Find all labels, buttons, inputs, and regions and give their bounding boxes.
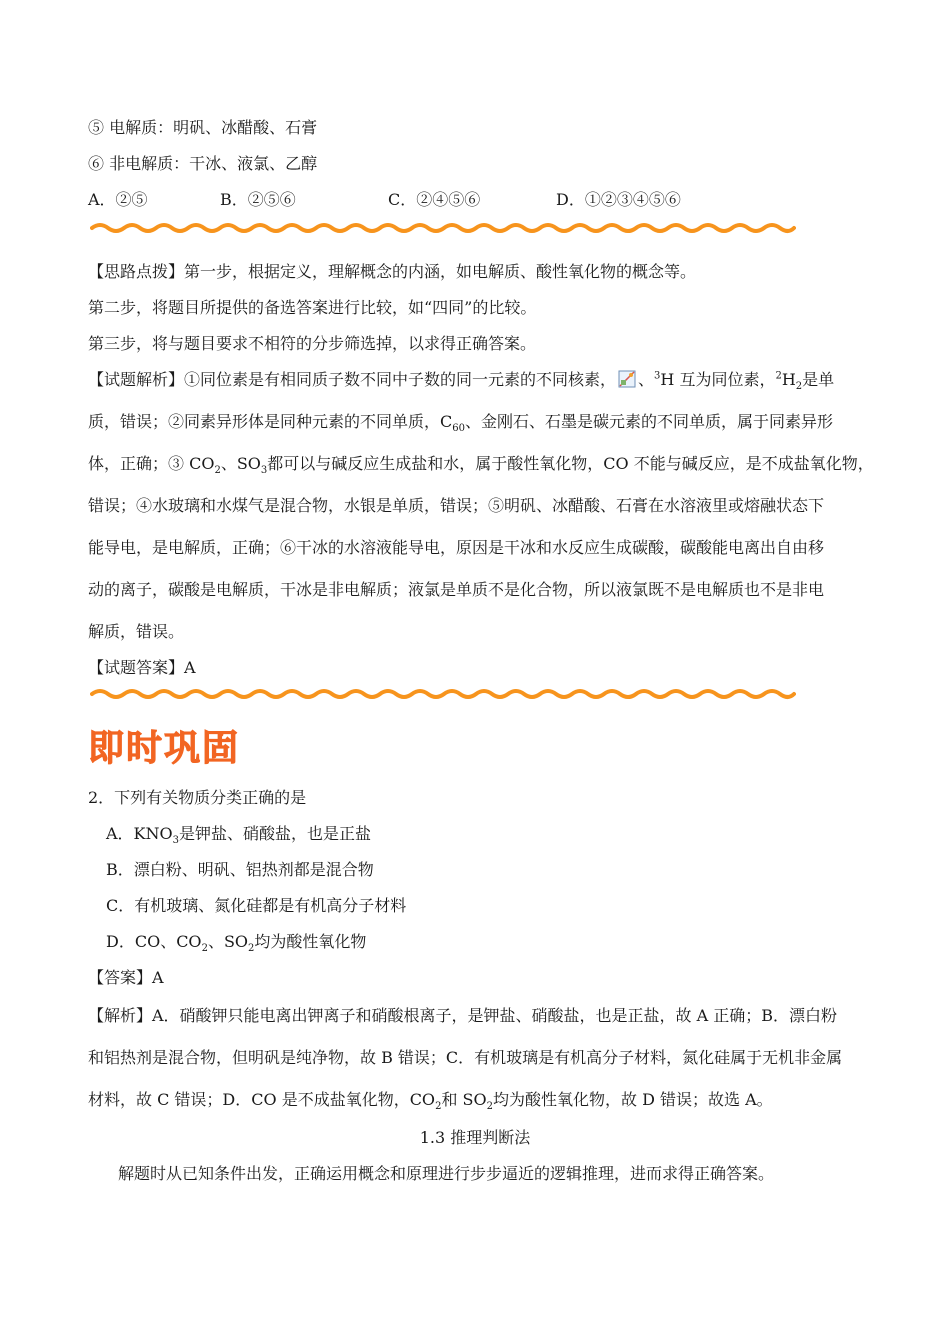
q2-option-d: D．CO、$CO_2$、$SO_2$均为酸性氧化物 (106, 932, 367, 955)
option-a: A．②⑤ (88, 190, 148, 209)
analysis-line-2: 质，错误；②同素异形体是同种元素的不同单质，$C_{60}$、金刚石、石墨是碳元素的不同单质，属于同素异形 (88, 412, 833, 435)
section-badge (86, 722, 256, 770)
section-title: 1.3 推理判断法 (419, 1128, 531, 1147)
analysis-line-7: 解质，错误。 (88, 622, 185, 641)
option-b: B．②⑤⑥ (220, 190, 296, 209)
q1-item6: ⑥ 非电解质：干冰、液氯、乙醇 (88, 154, 318, 173)
analysis-line-1: 【试题解析】①同位素是有相同质子数不同中子数的同一元素的不同核素， 、$^3$H 互为同位素，$^2H_2$是单 (88, 370, 835, 393)
option-c: C．②④⑤⑥ (388, 190, 481, 209)
q1-options (88, 190, 681, 210)
hint-line-3: 第三步，将与题目要求不相符的分步筛选掉，以求得正确答案。 (88, 334, 537, 353)
q2-explanation-1: 【解析】A．硝酸钾只能电离出钾离子和硝酸根离子，是钾盐、硝酸盐，也是正盐，故 A 正确；B．漂白粉 (88, 1006, 838, 1025)
analysis-answer: 【试题答案】A (88, 658, 196, 677)
option-d: D．①②③④⑤⑥ (556, 190, 681, 209)
broken-image-icon (618, 370, 636, 388)
hint-line-1: 【思路点拨】第一步，根据定义，理解概念的内涵，如电解质、酸性氧化物的概念等。 (88, 262, 697, 281)
analysis-line-3: 体，正确；③ $CO_2$、$SO_3$都可以与碱反应生成盐和水，属于酸性氧化物，CO 不能与碱反应，是不成盐氧化物， (88, 454, 874, 477)
analysis-line-6: 动的离子，碳酸是电解质，干冰是非电解质；液氯是单质不是化合物，所以液氯既不是电解质也不是非电 (88, 580, 825, 599)
hint-line-2: 第二步，将题目所提供的备选答案进行比较，如“四同”的比较。 (88, 298, 537, 317)
q2-option-c: C．有机玻璃、氮化硅都是有机高分子材料 (106, 896, 407, 915)
q2-option-a: A．$KNO_3$是钾盐、硝酸盐，也是正盐 (106, 824, 372, 847)
q2-option-b: B．漂白粉、明矾、铝热剂都是混合物 (106, 860, 374, 879)
q2-answer: 【答案】A (88, 968, 164, 987)
wave-divider-bottom (90, 686, 796, 702)
badge-text: 即时巩固 (88, 728, 241, 769)
q2-explanation-3: 材料，故 C 错误；D．CO 是不成盐氧化物，$CO_2$和 $SO_2$均为酸性氧化物，故 D 错误；故选 A。 (88, 1090, 773, 1113)
analysis-line-4: 错误；④水玻璃和水煤气是混合物，水银是单质，错误；⑤明矾、冰醋酸、石膏在水溶液里或熔融状态下 (88, 496, 825, 515)
q1-item5: ⑤ 电解质：明矾、冰醋酸、石膏 (88, 118, 318, 137)
analysis-line-5: 能导电，是电解质，正确；⑥干冰的水溶液能导电，原因是干冰和水反应生成碳酸，碳酸能电离出自由移 (88, 538, 825, 557)
q2-explanation-2: 和铝热剂是混合物，但明矾是纯净物，故 B 错误；C．有机玻璃是有机高分子材料，氮化硅属于无机非金属 (88, 1048, 843, 1067)
wave-divider-top (90, 220, 796, 236)
q2-stem: 2．下列有关物质分类正确的是 (88, 788, 307, 807)
section-text: 解题时从已知条件出发，正确运用概念和原理进行步步逼近的逻辑推理，进而求得正确答案。 (118, 1164, 775, 1183)
